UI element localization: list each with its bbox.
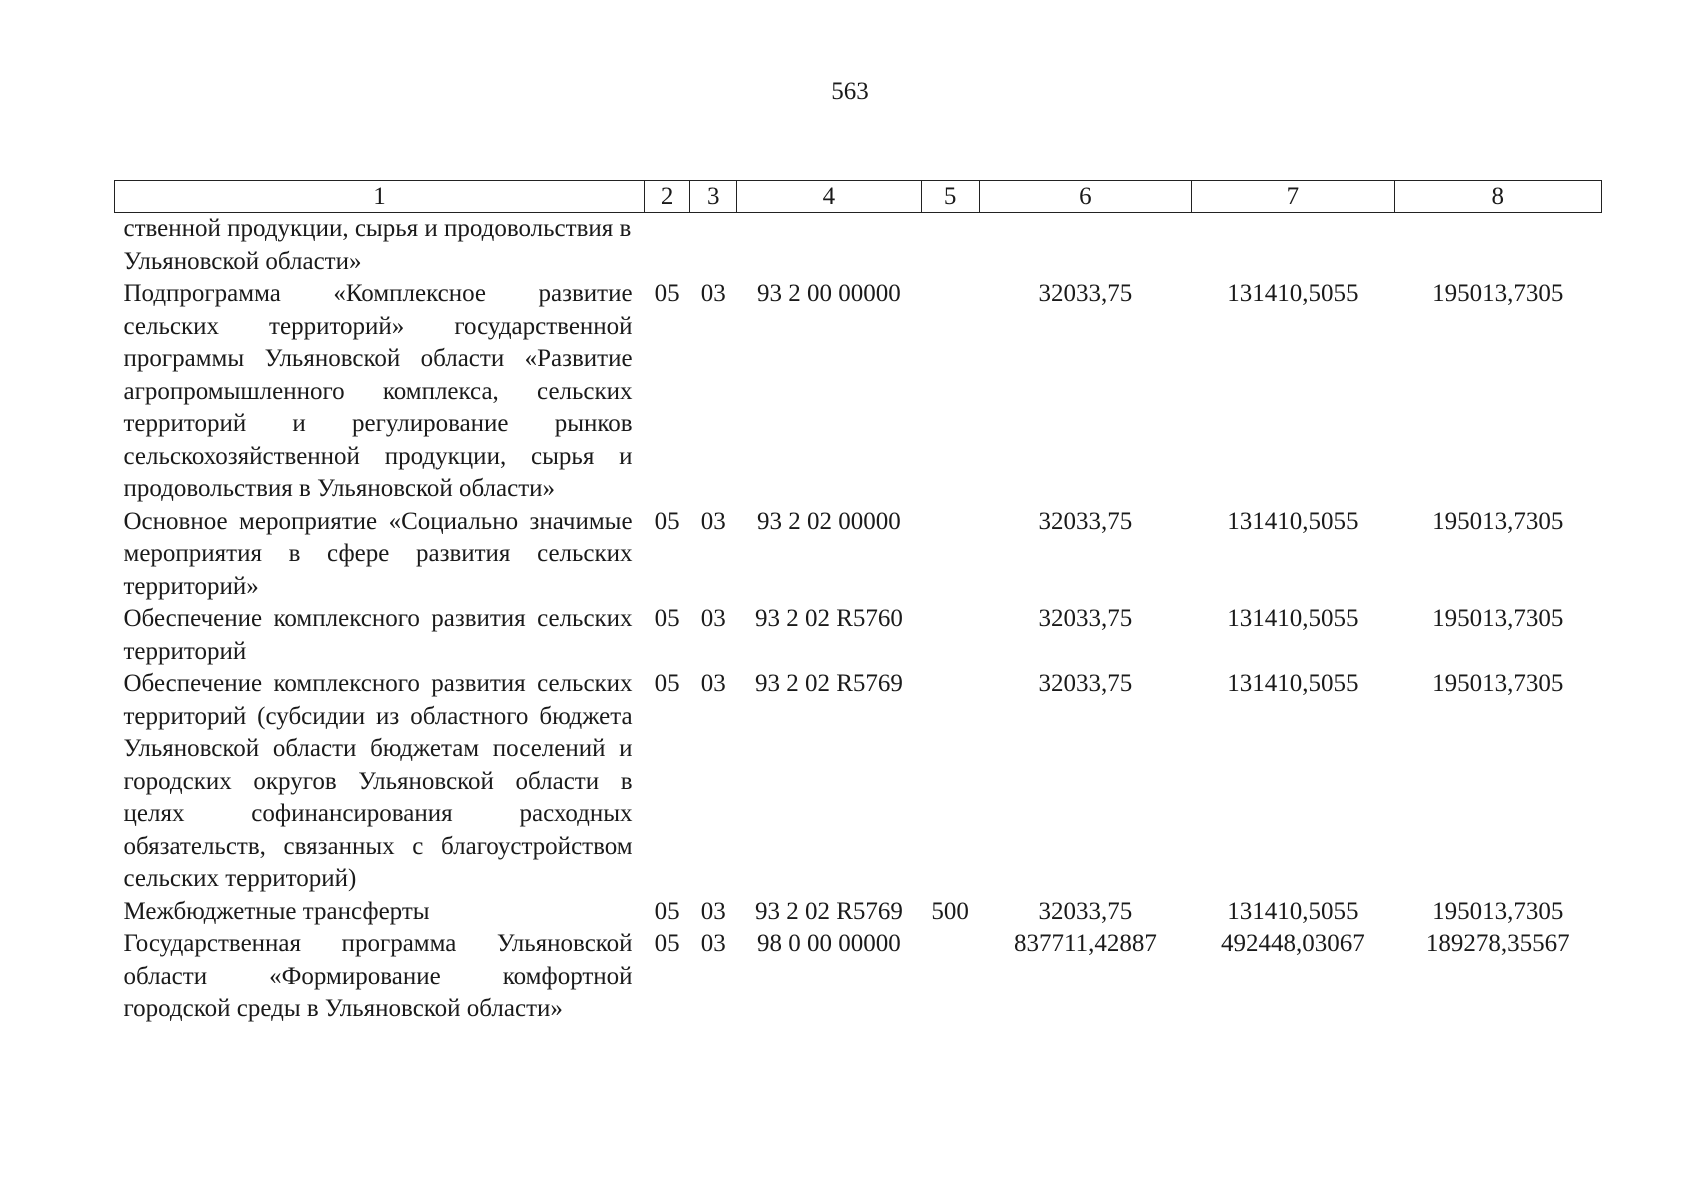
row-pr: 03: [700, 897, 726, 925]
table-header: [115, 181, 1602, 213]
row-rz: 05: [654, 507, 680, 535]
header-col-5: 5: [921, 181, 979, 213]
row-value-8: [1394, 213, 1601, 279]
row-value-8: 195013,7305: [1432, 507, 1564, 535]
row-value-6: 32033,75: [1038, 670, 1133, 697]
row-rz: 05: [654, 670, 680, 697]
row-pr: 03: [700, 280, 726, 307]
row-rz: 05: [654, 930, 680, 957]
table-row: [115, 213, 1602, 279]
table-row: [115, 896, 1602, 929]
header-col-6: 6: [979, 181, 1191, 213]
row-rz: 05: [654, 897, 680, 925]
header-col-7: 7: [1192, 181, 1394, 213]
row-value-7: 131410,5055: [1227, 280, 1359, 307]
row-vr: [921, 278, 979, 506]
row-vr: [921, 928, 979, 1026]
table-row: [115, 603, 1602, 668]
table-row: [115, 506, 1602, 604]
header-col-8: 8: [1394, 181, 1601, 213]
table-body: [115, 213, 1602, 1026]
row-name: Обеспечение комплексного развития сельских территорий (субсидии из областного бюджета Ульяновской области бюджетам поселений и городских округов Ульяновской области в целях софинансирования расходных обязательств, связанных с благоустройством сельских территорий): [123, 670, 633, 892]
row-pr: 03: [700, 930, 726, 957]
row-value-7: [1192, 213, 1394, 279]
row-value-7: 131410,5055: [1227, 507, 1359, 535]
row-value-6: [979, 213, 1191, 279]
row-value-7: 492448,03067: [1220, 930, 1365, 957]
row-name: Межбюджетные трансферты: [123, 897, 430, 925]
row-pr: 03: [700, 670, 726, 697]
row-vr: [921, 668, 979, 896]
row-name: ственной продукции, сырья и продовольствия в Ульяновской области»: [123, 215, 632, 275]
row-name: Основное мероприятие «Социально значимые мероприятия в сфере развития сельских территорий»: [123, 507, 633, 600]
row-value-8: 195013,7305: [1432, 280, 1564, 307]
row-csr: 93 2 02 R5760: [754, 605, 903, 632]
row-name: Государственная программа Ульяновской области «Формирование комфортной городской среды в Ульяновской области»: [123, 930, 633, 1022]
row-value-6: 837711,42887: [1014, 930, 1157, 957]
row-value-7: 131410,5055: [1227, 897, 1359, 925]
budget-table: [114, 180, 1602, 1026]
header-col-3: 3: [690, 181, 737, 213]
row-vr: [921, 506, 979, 604]
row-vr: [921, 603, 979, 668]
row-value-8: 195013,7305: [1432, 897, 1564, 925]
row-csr: [737, 213, 921, 279]
row-rz: 05: [654, 605, 680, 632]
table-row: [115, 668, 1602, 896]
header-col-2: 2: [645, 181, 690, 213]
row-csr: 93 2 00 00000: [757, 280, 901, 307]
row-csr: 93 2 02 00000: [757, 507, 901, 535]
row-pr: 03: [700, 605, 726, 632]
row-value-7: 131410,5055: [1227, 605, 1359, 632]
row-value-7: 131410,5055: [1227, 670, 1359, 697]
page-number: 563: [831, 78, 869, 105]
row-name: Подпрограмма «Комплексное развитие сельских территорий» государственной программы Ульяновской области «Развитие агропромышленного комплекса, сельских территорий и регулирование рынков сельскохозяйственной продукции, сырья и продовольствия в Ульяновской области»: [123, 280, 633, 502]
row-vr: 500: [931, 897, 969, 925]
row-value-6: 32033,75: [1038, 507, 1133, 535]
row-csr: 93 2 02 R5769: [754, 670, 903, 697]
row-value-6: 32033,75: [1038, 605, 1133, 632]
row-value-6: 32033,75: [1038, 897, 1133, 925]
row-rz: 05: [654, 280, 680, 307]
table-row: [115, 928, 1602, 1026]
row-value-6: 32033,75: [1038, 280, 1133, 307]
row-vr: [921, 213, 979, 279]
row-pr: 03: [700, 507, 726, 535]
row-csr: 98 0 00 00000: [757, 930, 901, 957]
row-name: Обеспечение комплексного развития сельских территорий: [123, 605, 633, 665]
row-csr: 93 2 02 R5769: [754, 897, 903, 925]
header-col-4: 4: [737, 181, 921, 213]
table-row: [115, 278, 1602, 506]
header-col-1: 1: [115, 181, 645, 213]
row-value-8: 189278,35567: [1425, 930, 1570, 957]
header-row: [115, 181, 1602, 213]
row-pr: [690, 213, 737, 279]
row-value-8: 195013,7305: [1432, 605, 1564, 632]
row-rz: [645, 213, 690, 279]
row-value-8: 195013,7305: [1432, 670, 1564, 697]
